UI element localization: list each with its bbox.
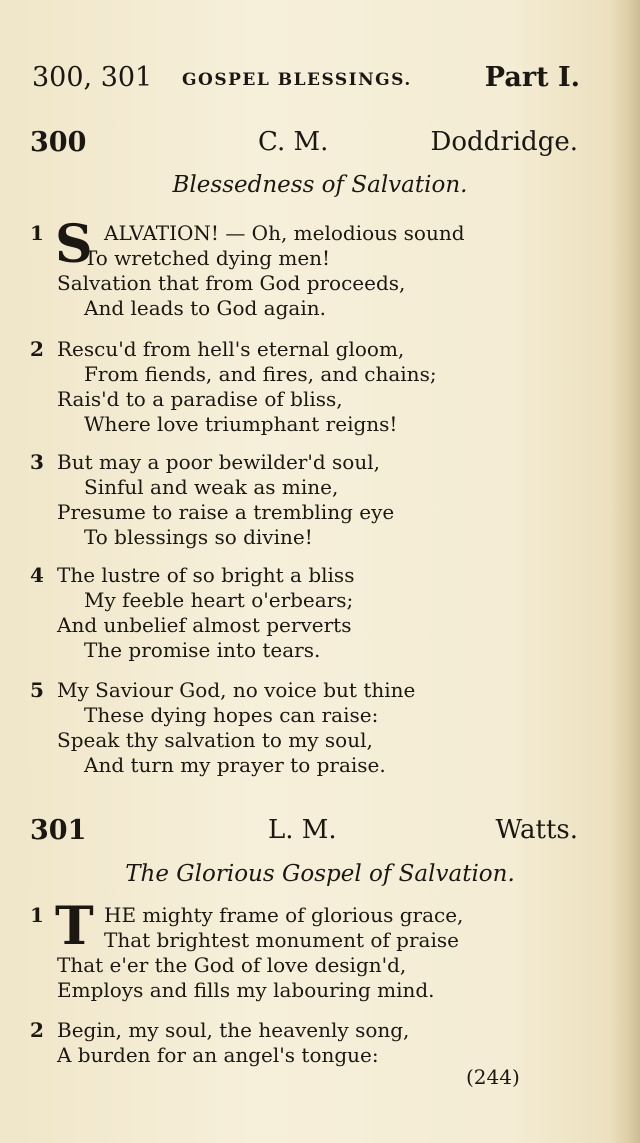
verse-line: That e'er the God of love design'd,	[57, 953, 407, 977]
hymn-300-stanza-5	[30, 678, 590, 778]
verse-text: ALVATION! — Oh, melodious sound	[104, 221, 465, 245]
verse-line: From fiends, and fires, and chains;	[84, 362, 437, 386]
hymn-300-stanza-4	[30, 563, 590, 663]
page-number: (244)	[466, 1065, 520, 1089]
verse-line: That brightest monument of praise	[104, 928, 459, 952]
running-head-numbers: 300, 301	[32, 62, 153, 93]
verse-line: Where love triumphant reigns!	[84, 412, 398, 436]
hymn-author: Doddridge.	[430, 127, 578, 157]
verse-text: The lustre of so bright a bliss	[57, 563, 355, 587]
verse-line: Salvation that from God proceeds,	[57, 271, 406, 295]
verse-text: My Saviour God, no voice but thine	[57, 678, 416, 702]
hymn-300-title: Blessedness of Salvation.	[172, 172, 468, 198]
verse-line: And leads to God again.	[84, 296, 326, 320]
verse-line: To blessings so divine!	[84, 525, 313, 549]
stanza-number: 4	[30, 563, 44, 587]
verse-line: To wretched dying men!	[84, 246, 331, 270]
hymn-301-stanza-1	[30, 896, 590, 1003]
drop-cap: T	[55, 896, 94, 957]
running-head-part: Part I.	[484, 62, 580, 93]
stanza-number: 2	[30, 337, 44, 361]
verse-line: And turn my prayer to praise.	[84, 753, 386, 777]
verse-text: Rescu'd from hell's eternal gloom,	[57, 337, 405, 361]
running-head-title: GOSPEL BLESSINGS.	[182, 70, 412, 90]
hymn-300-stanza-2	[30, 337, 590, 437]
hymn-301-title: The Glorious Gospel of Salvation.	[125, 861, 515, 887]
hymn-meter: C. M.	[258, 127, 329, 157]
verse-line: My feeble heart o'erbears;	[84, 588, 354, 612]
verse-text: But may a poor bewilder'd soul,	[57, 450, 380, 474]
stanza-number: 5	[30, 678, 44, 702]
running-head	[32, 62, 580, 96]
verse-line: Employs and fills my labouring mind.	[57, 978, 435, 1002]
drop-cap: S	[55, 214, 93, 275]
verse-line: Sinful and weak as mine,	[84, 475, 339, 499]
verse-line: A burden for an angel's tongue:	[57, 1043, 379, 1067]
verse-line: These dying hopes can raise:	[84, 703, 379, 727]
verse-line	[30, 563, 590, 588]
verse-line: Rais'd to a paradise of bliss,	[57, 387, 343, 411]
verse-line: And unbelief almost perverts	[57, 613, 352, 637]
verse-line	[30, 450, 590, 475]
stanza-number: 1	[30, 221, 44, 245]
stanza-number: 1	[30, 903, 44, 927]
verse-text: HE mighty frame of glorious grace,	[104, 903, 464, 927]
verse-line: Speak thy salvation to my soul,	[57, 728, 373, 752]
stanza-number: 2	[30, 1018, 44, 1042]
verse-line: Presume to raise a trembling eye	[57, 500, 395, 524]
hymn-author: Watts.	[495, 815, 578, 845]
hymn-300-stanza-1	[30, 214, 590, 321]
stanza-number: 3	[30, 450, 44, 474]
verse-line: The promise into tears.	[84, 638, 321, 662]
hymn-301-stanza-2	[30, 1018, 590, 1068]
hymn-300-header	[30, 127, 578, 161]
hymn-301-header	[30, 815, 578, 849]
verse-text: Begin, my soul, the heavenly song,	[57, 1018, 410, 1042]
hymn-number: 301	[30, 815, 87, 846]
hymn-meter: L. M.	[268, 815, 337, 845]
verse-line	[30, 1018, 590, 1043]
verse-line	[30, 337, 590, 362]
hymn-300-stanza-3	[30, 450, 590, 550]
verse-line	[30, 678, 590, 703]
hymn-number: 300	[30, 127, 87, 158]
